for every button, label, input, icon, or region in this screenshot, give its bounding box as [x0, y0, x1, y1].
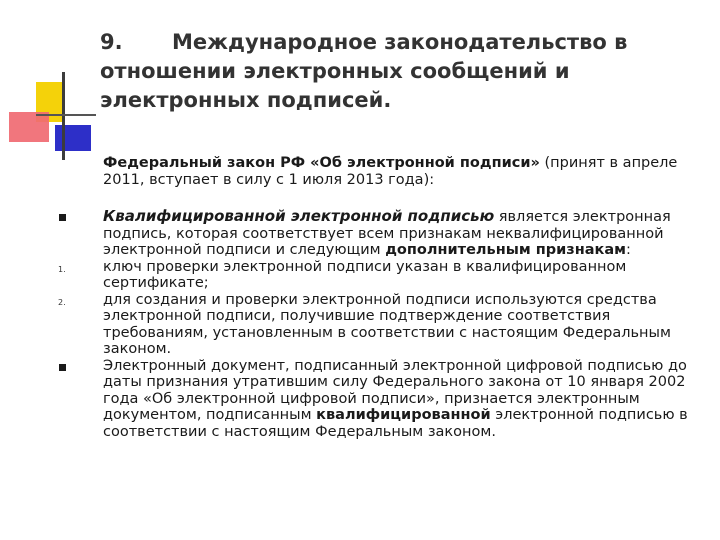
- slide-title: [100, 28, 700, 115]
- item-text: Электронный документ, подписанный электронной цифровой подписью до даты признания утратившим силу Федерального закона от 10 января 2002 года «Об электронной цифровой подписи», признается электронным документом, подписанным: [103, 357, 687, 423]
- list-item-number: 2.: [58, 297, 66, 307]
- list-item-body: [103, 259, 693, 292]
- bullet-square-icon: [59, 214, 66, 221]
- logo-vertical-line: [62, 72, 65, 160]
- slide-logo: [0, 0, 100, 170]
- list-item-number: 1.: [58, 264, 66, 274]
- qualified-signature-term: Квалифицированной электронной подписью: [103, 207, 495, 225]
- item-text: для создания и проверки электронной подписи используются средства электронной подписи, получившие подтверждение соответствия требованиям, установленным в соответствии с настоящим Федеральным законом.: [103, 291, 671, 357]
- item-text: ключ проверки электронной подписи указан в квалифицированном сертификате;: [103, 258, 627, 291]
- bullet-square-icon: [59, 364, 66, 371]
- list-item: [0, 208, 720, 259]
- title-number: 9.: [100, 30, 123, 54]
- item-text: является электронная подпись, которая соответствует всем признакам неквалифицированной электронной подписи и следующим: [103, 209, 671, 258]
- list-item-body: [103, 292, 693, 358]
- logo-blue-square: [55, 125, 91, 151]
- item-list: [0, 208, 720, 440]
- title-line-2: отношении электронных сообщений и: [100, 59, 570, 83]
- logo-red-square: [9, 112, 49, 142]
- list-item: [0, 292, 720, 358]
- list-item: [0, 358, 720, 441]
- list-item: [0, 259, 720, 292]
- item-text-end: :: [626, 242, 631, 258]
- item-text-end: электронной подписью в соответствии с настоящим Федеральным законом.: [103, 407, 688, 440]
- intro-paragraph: [103, 155, 693, 189]
- item-bold-text: квалифицированной: [316, 407, 491, 423]
- list-item-body: [103, 208, 693, 259]
- title-line-3: электронных подписей.: [100, 88, 392, 112]
- intro-law-name: Федеральный закон РФ «Об электронной подписи»: [103, 155, 540, 171]
- intro-rest: (принят в апреле 2011, вступает в силу с 1 июля 2013 года):: [103, 155, 678, 188]
- list-item-body: [103, 358, 693, 441]
- logo-horizontal-line: [36, 114, 96, 116]
- title-line-1: Международное законодательство в: [172, 30, 628, 54]
- item-bold-text: дополнительным признакам: [385, 242, 626, 258]
